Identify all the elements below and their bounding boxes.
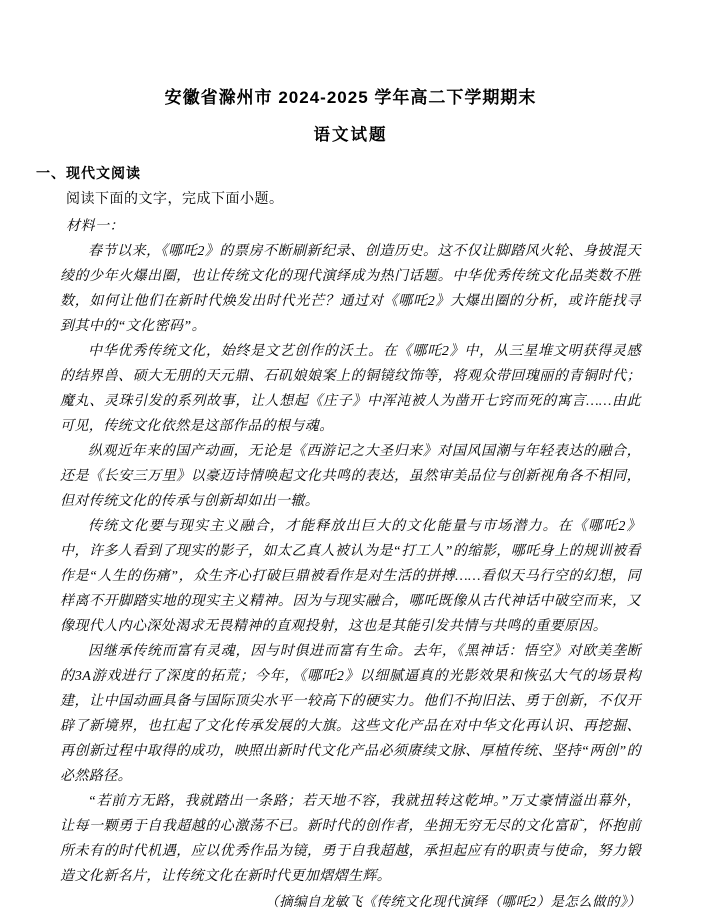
material-one-label: 材料一： bbox=[66, 219, 124, 234]
material-paragraph-3: 纵观近年来的国产动画，无论是《西游记之大圣归来》对国风国潮与年轻表达的融合，还是《长安三万里》以豪迈诗情唤起文化共鸣的表达，虽然审美品位与创新视角各不相同，但对传统文化的传承与创新却如出一辙。 bbox=[60, 444, 641, 509]
material-paragraph-4: 传统文化要与现实主义融合，才能释放出巨大的文化能量与市场潜力。在《哪吒2》中，许多人看到了现实的影子，如太乙真人被认为是“打工人”的缩影，哪吒身上的规训被看作是“人生的伤痛”，众生齐心打破巨鼎被看作是对生活的拼搏……看似天马行空的幻想，同样离不开脚踏实地的现实主义精神。因为与现实融合，哪吒既像从古代神话中破空而来，又像现代人内心深处渴求无畏精神的直观投射，这也是其能引发共情与共鸣的重要原因。 bbox=[60, 519, 641, 634]
reading-instruction: 阅读下面的文字，完成下面小题。 bbox=[66, 192, 284, 207]
material-paragraph-1: 春节以来，《哪吒2》的票房不断刷新纪录、创造历史。这不仅让脚踏风火轮、身披混天绫的少年火爆出圈，也让传统文化的现代演绎成为热门话题。中华优秀传统文化品类数不胜数，如何让他们在新时代焕发出时代光芒？通过对《哪吒2》大爆出圈的分析，或许能找寻到其中的“文化密码”。 bbox=[60, 244, 641, 334]
material-paragraph-6: “若前方无路，我就踏出一条路；若天地不容，我就扭转这乾坤。”万丈豪情溢出幕外，让每一颗勇于自我超越的心激荡不已。新时代的创作者，坐拥无穷无尽的文化富矿，怀抱前所未有的时代机遇，应以优秀作品为镜，勇于自我超越，承担起应有的职责与使命，努力锻造文化新名片，让传统文化在新时代更加熠熠生辉。 bbox=[60, 794, 641, 884]
title-line-2: 语文试题 bbox=[313, 126, 388, 144]
title-line-1: 安徽省滁州市 2024-2025 学年高二下学期期末 bbox=[164, 88, 537, 107]
document-title bbox=[60, 88, 641, 145]
source-citation: （摘编自龙敏飞《传统文化现代演绎（哪吒2）是怎么做的》） bbox=[265, 894, 641, 909]
material-paragraph-5: 因继承传统而富有灵魂，因与时俱进而富有生命。去年，《黑神话：悟空》对欧美垄断的3A游戏进行了深度的拓荒；今年，《哪吒2》以细腻逼真的光影效果和恢弘大气的场景构建，让中国动画具备与国际顶尖水平一较高下的硬实力。他们不拘旧法、勇于创新，不仅开辟了新境界，也扛起了文化传承发展的大旗。这些文化产品在对中华文化再认识、再挖掘、再创新过程中取得的成功，映照出新时代文化产品必须赓续文脉、厚植传统、坚持“两创”的必然路径。 bbox=[60, 644, 641, 784]
section-heading-modern-text-reading: 一、现代文阅读 bbox=[36, 165, 141, 181]
material-paragraph-2: 中华优秀传统文化，始终是文艺创作的沃土。在《哪吒2》中，从三星堆文明获得灵感的结界兽、硕大无朋的天元鼎、石矶娘娘案上的铜镜纹饰等，将观众带回瑰丽的青铜时代；魔丸、灵珠引发的系列故事，让人想起《庄子》中浑沌被人为凿开七窍而死的寓言……由此可见，传统文化依然是这部作品的根与魂。 bbox=[60, 344, 641, 434]
